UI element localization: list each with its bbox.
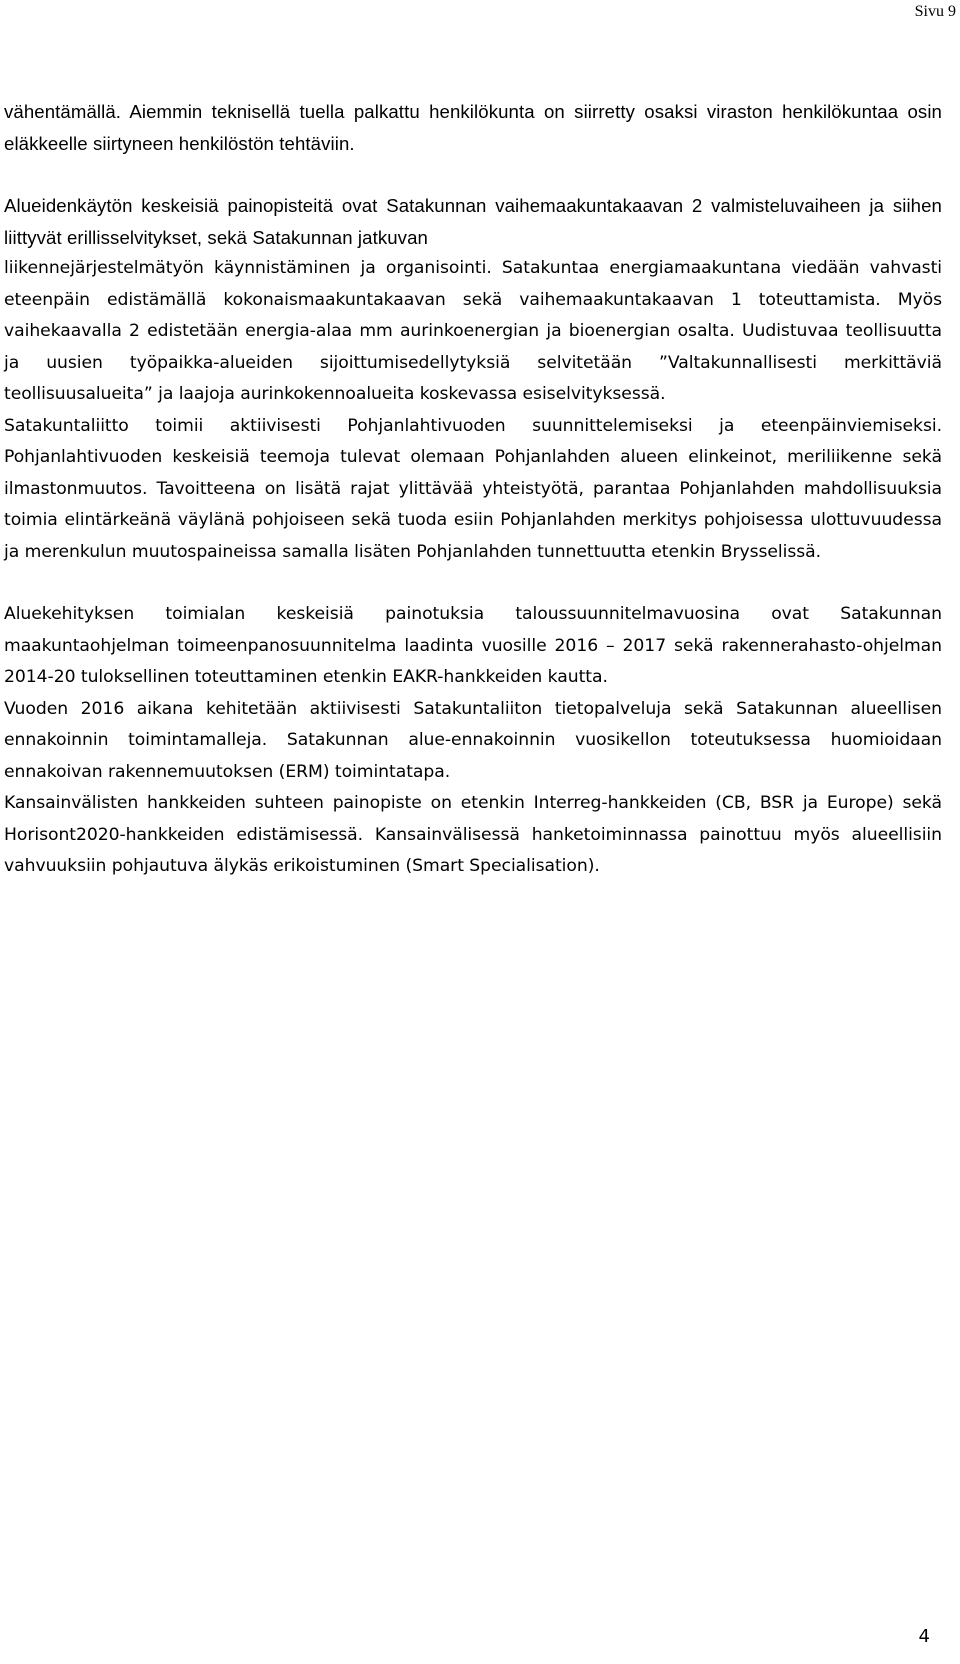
paragraph-spacer (4, 159, 942, 190)
document-body (4, 96, 942, 883)
paragraph-regional-development: Aluekehityksen toimialan keskeisiä painotuksia taloussuunnitelmavuosina ovat Satakunnan maakuntaohjelman toimeenpanosuunnitelma laadinta vuosille 2016 – 2017 sekä rakennerahasto-ohjelman 2014-20 tuloksellinen toteuttaminen etenkin EAKR-hankkeiden kautta. (4, 604, 942, 687)
paragraph-information-services: Vuoden 2016 aikana kehitetään aktiivisesti Satakuntaliiton tietopalveluja sekä Satakunnan alueellisen ennakoinnin toimintamalleja. Satakunnan alue-ennakoinnin vuosikellon toteutuksessa huomioidaan ennakoivan rakennemuutoksen (ERM) toimintatapa. (4, 698, 942, 782)
page-number: 4 (918, 1626, 930, 1647)
paragraph-land-use-intro: Alueidenkäytön keskeisiä painopisteitä ovat Satakunnan vaihemaakuntakaavan 2 valmisteluvaiheen ja siihen liittyvät erillisselvitykset, sekä Satakunnan jatkuvan (4, 195, 942, 248)
paragraph-land-use: liikennejärjestelmätyön käynnistäminen ja organisointi. Satakuntaa energiamaakuntana viedään vahvasti eteenpäin edistämällä kokonaismaakuntakaavan sekä vaihemaakuntakaavan 1 toteuttamista. Myös vaihekaavalla 2 edistetään energia-alaa mm aurinkoenergian ja bioenergian osalta. Uudistuvaa teollisuutta ja uusien työpaikka-alueiden sijoittumisedellytyksiä selvitetään ”Valtakunnallisesti merkittäviä teollisuusalueita” ja laajoja aurinkokennoalueita koskevassa esiselvityksessä. (4, 258, 942, 404)
paragraph-spacer (4, 568, 942, 599)
paragraph-international-projects: Kansainvälisten hankkeiden suhteen painopiste on etenkin Interreg-hankkeiden (CB, BSR ja Europe) sekä Horisont2020-hankkeiden edistämisessä. Kansainvälisessä hanketoiminnassa painottuu myös alueellisiin vahvuuksiin pohjautuva älykäs erikoistuminen (Smart Specialisation). (4, 793, 942, 876)
paragraph-gulf-of-bothnia: Satakuntaliitto toimii aktiivisesti Pohjanlahtivuoden suunnittelemiseksi ja eteenpäinviemiseksi. Pohjanlahtivuoden keskeisiä teemoja tulevat olemaan Pohjanlahden alueen elinkeinot, meriliikenne sekä ilmastonmuutos. Tavoitteena on lisätä rajat ylittävää yhteistyötä, parantaa Pohjanlahden mahdollisuuksia toimia elintärkeänä väylänä pohjoiseen sekä tuoda esiin Pohjanlahden merkitys pohjoisessa ulottuvuudessa ja merenkulun muutospaineissa samalla lisäten Pohjanlahden tunnettuutta etenkin Brysselissä. (4, 415, 942, 562)
page-header-label: Sivu 9 (914, 3, 956, 20)
paragraph-staff: vähentämällä. Aiemmin teknisellä tuella palkattu henkilökunta on siirretty osaksi viraston henkilökuntaa osin eläkkeelle siirtyneen henkilöstön tehtäviin. (4, 101, 942, 154)
